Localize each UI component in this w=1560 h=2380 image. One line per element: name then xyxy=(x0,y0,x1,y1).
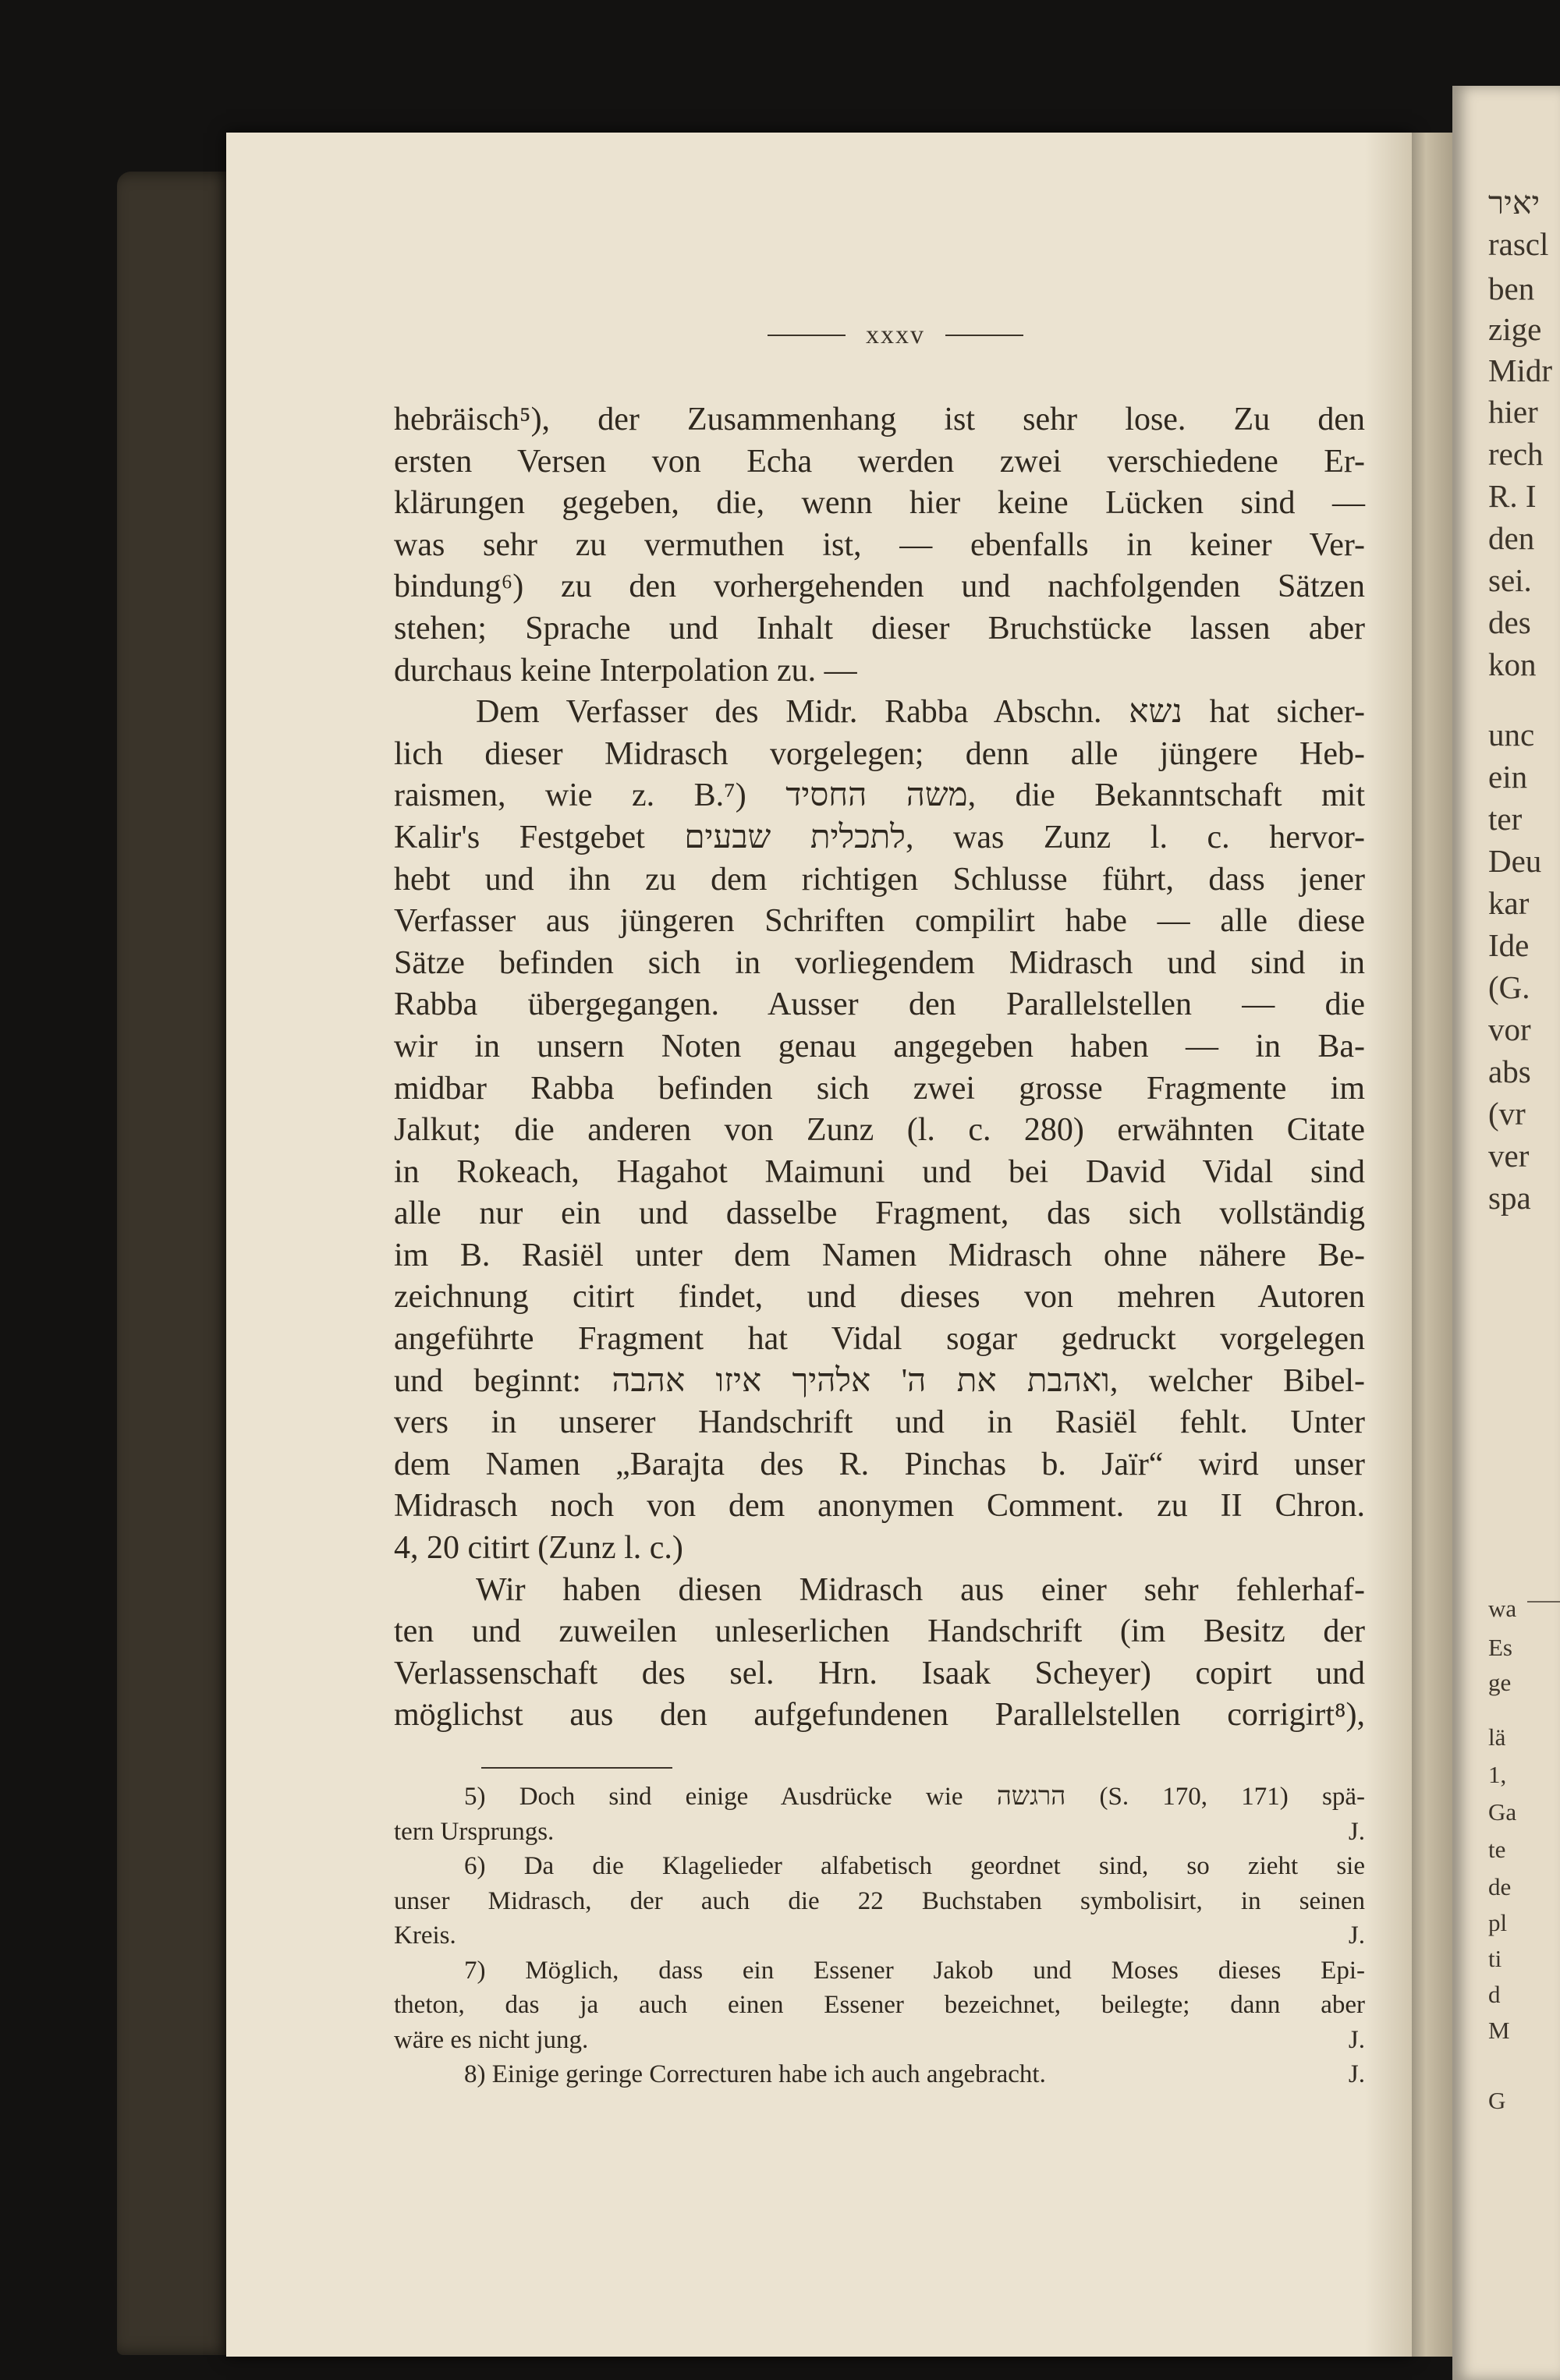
text-line: 4, 20 citirt (Zunz l. c.) xyxy=(394,1530,683,1567)
text-line: in Rokeach, Hagahot Maimuni und bei David Vidal sind xyxy=(394,1153,1365,1190)
footnote-text: wäre es nicht jung. xyxy=(394,2025,589,2054)
text-line: bindung⁶) zu den vorhergehenden und nachfolgenden Sätzen xyxy=(394,568,1365,605)
adjacent-fragment: יאיר xyxy=(1488,185,1540,221)
adjacent-fragment: ter xyxy=(1488,801,1523,837)
text-line: hebt und ihn zu dem richtigen Schlusse führt, dass jener xyxy=(394,861,1365,898)
header-dash-left xyxy=(768,335,846,336)
footnote-line: theton, das ja auch einen Essener bezeichnet, beilegte; dann aber xyxy=(394,1991,1365,2019)
adjacent-fragment: kon xyxy=(1488,646,1537,682)
page-number: xxxv xyxy=(866,321,925,349)
adjacent-fragment: G xyxy=(1488,2087,1506,2114)
adjacent-fragment: Midr xyxy=(1488,352,1552,388)
adjacent-fragment: Ide xyxy=(1488,927,1530,963)
page-header xyxy=(720,316,1071,355)
adjacent-fragment: sei. xyxy=(1488,562,1532,598)
footnote-line: unser Midrasch, der auch die 22 Buchstaben symbolisirt, in seinen xyxy=(394,1886,1365,1915)
adjacent-fragment: lä xyxy=(1488,1723,1506,1751)
adjacent-fragment: des xyxy=(1488,604,1531,640)
adjacent-fragment: ge xyxy=(1488,1669,1512,1696)
adjacent-fragment: hier xyxy=(1488,394,1538,430)
adjacent-fragment: te xyxy=(1488,1836,1506,1863)
adjacent-fragment: ti xyxy=(1488,1945,1502,1972)
footnote-rule xyxy=(481,1767,672,1769)
book-cover-edge xyxy=(117,172,234,2355)
adjacent-fragment: (vr xyxy=(1488,1096,1526,1132)
text-line: angeführte Fragment hat Vidal sogar gedruckt vorgelegen xyxy=(394,1321,1365,1358)
footnotes xyxy=(394,1780,1365,2092)
footnote-line xyxy=(394,2057,1365,2092)
page-gutter-shadow xyxy=(1365,133,1466,2357)
adjacent-fragment: d xyxy=(1488,1981,1501,2008)
adjacent-fragment: ein xyxy=(1488,759,1528,795)
text-line: was sehr zu vermuthen ist, — ebenfalls in keiner Ver- xyxy=(394,526,1365,563)
adjacent-fragment: rascl xyxy=(1488,226,1549,262)
footnote-line xyxy=(394,1918,1365,1953)
main-text xyxy=(394,399,1365,1737)
adjacent-fragment: 1, xyxy=(1488,1761,1507,1788)
text-line: möglichst aus den aufgefundenen Parallelstellen corrigirt⁸), xyxy=(394,1697,1365,1734)
text-line: Midrasch noch von dem anonymen Comment. zu II Chron. xyxy=(394,1488,1365,1525)
adjacent-fragment: R. I xyxy=(1488,478,1537,514)
footnote-signature: J. xyxy=(1348,1921,1365,1950)
footnote-line xyxy=(394,2023,1365,2058)
adjacent-fragment: de xyxy=(1488,1873,1512,1900)
text-line: midbar Rabba befinden sich zwei grosse Fragmente im xyxy=(394,1070,1365,1107)
header-dash-right xyxy=(945,335,1023,336)
text-line: Sätze befinden sich in vorliegendem Midrasch und sind in xyxy=(394,944,1365,981)
footnote-text: tern Ursprungs. xyxy=(394,1817,555,1846)
text-line: klärungen gegeben, die, wenn hier keine Lücken sind — xyxy=(394,485,1365,522)
adjacent-fragment: ben xyxy=(1488,271,1535,306)
footnote-line: 7) Möglich, dass ein Essener Jakob und Moses dieses Epi- xyxy=(464,1956,1365,1985)
text-line: alle nur ein und dasselbe Fragment, das sich vollständig xyxy=(394,1195,1365,1232)
footnote-line: 6) Da die Klagelieder alfabetisch geordnet sind, so zieht sie xyxy=(464,1852,1365,1880)
adjacent-fragment: wa xyxy=(1488,1595,1517,1622)
text-line: raismen, wie z. B.⁷) משה החסיד, die Bekanntschaft mit xyxy=(394,777,1365,814)
text-line: Dem Verfasser des Midr. Rabba Abschn. נשא hat sicher- xyxy=(476,694,1365,731)
text-line: Jalkut; die anderen von Zunz (l. c. 280) erwähnten Citate xyxy=(394,1112,1365,1149)
adjacent-fragment: kar xyxy=(1488,885,1530,921)
footnote-signature: J. xyxy=(1348,2025,1365,2054)
adjacent-fragment: spa xyxy=(1488,1180,1531,1216)
text-line: im B. Rasiël unter dem Namen Midrasch ohne nähere Be- xyxy=(394,1237,1365,1273)
text-line: Verlassenschaft des sel. Hrn. Isaak Scheyer) copirt und xyxy=(394,1655,1365,1691)
adjacent-fragment: Es xyxy=(1488,1634,1512,1661)
text-line: wir in unsern Noten genau angegeben haben — in Ba- xyxy=(394,1028,1365,1064)
text-line: ersten Versen von Echa werden zwei verschiedene Er- xyxy=(394,443,1365,480)
footnote-line: 5) Doch sind einige Ausdrücke wie הרגשה (S. 170, 171) spä- xyxy=(464,1783,1365,1811)
text-line: stehen; Sprache und Inhalt dieser Bruchstücke lassen aber xyxy=(394,610,1365,646)
footnote-text: 8) Einige geringe Correcturen habe ich auch angebracht. xyxy=(464,2060,1046,2088)
footnote-text: Kreis. xyxy=(394,1921,456,1950)
text-line: ten und zuweilen unleserlichen Handschrift (im Besitz der xyxy=(394,1613,1365,1650)
adjacent-fragment: unc xyxy=(1488,717,1535,753)
adjacent-page xyxy=(1452,86,1560,2380)
text-line: Kalir's Festgebet לתכלית שבעים, was Zunz l. c. hervor- xyxy=(394,819,1365,855)
adjacent-fragment: pl xyxy=(1488,1909,1508,1936)
footnote-line xyxy=(394,1815,1365,1850)
adjacent-rule xyxy=(1527,1601,1560,1603)
adjacent-fragment: ver xyxy=(1488,1138,1530,1174)
text-line: Rabba übergegangen. Ausser den Parallelstellen — die xyxy=(394,986,1365,1023)
adjacent-fragment: M xyxy=(1488,2017,1510,2044)
adjacent-fragment: vor xyxy=(1488,1011,1531,1047)
text-line: Verfasser aus jüngeren Schriften compilirt habe — alle diese xyxy=(394,903,1365,940)
adjacent-fragment: den xyxy=(1488,520,1535,556)
text-line: Wir haben diesen Midrasch aus einer sehr fehlerhaf- xyxy=(476,1571,1365,1608)
text-line: durchaus keine Interpolation zu. — xyxy=(394,652,857,689)
text-line: und beginnt: ואהבת את ה' אלהיך איזו אהבה, welcher Bibel- xyxy=(394,1362,1365,1399)
adjacent-fragment: Ga xyxy=(1488,1798,1517,1826)
text-line: zeichnung citirt findet, und dieses von mehren Autoren xyxy=(394,1279,1365,1316)
adjacent-fragment: rech xyxy=(1488,436,1544,472)
text-line: vers in unserer Handschrift und in Rasiël fehlt. Unter xyxy=(394,1404,1365,1441)
adjacent-fragment: (G. xyxy=(1488,969,1530,1005)
text-line: lich dieser Midrasch vorgelegen; denn alle jüngere Heb- xyxy=(394,735,1365,772)
adjacent-fragment: Deu xyxy=(1488,843,1542,879)
adjacent-fragment: abs xyxy=(1488,1054,1531,1089)
adjacent-fragment: zige xyxy=(1488,311,1542,347)
text-line: dem Namen „Barajta des R. Pinchas b. Jaïr“ wird unser xyxy=(394,1446,1365,1482)
footnote-signature: J. xyxy=(1348,2060,1365,2088)
footnote-signature: J. xyxy=(1348,1817,1365,1846)
text-line: hebräisch⁵), der Zusammenhang ist sehr lose. Zu den xyxy=(394,402,1365,437)
